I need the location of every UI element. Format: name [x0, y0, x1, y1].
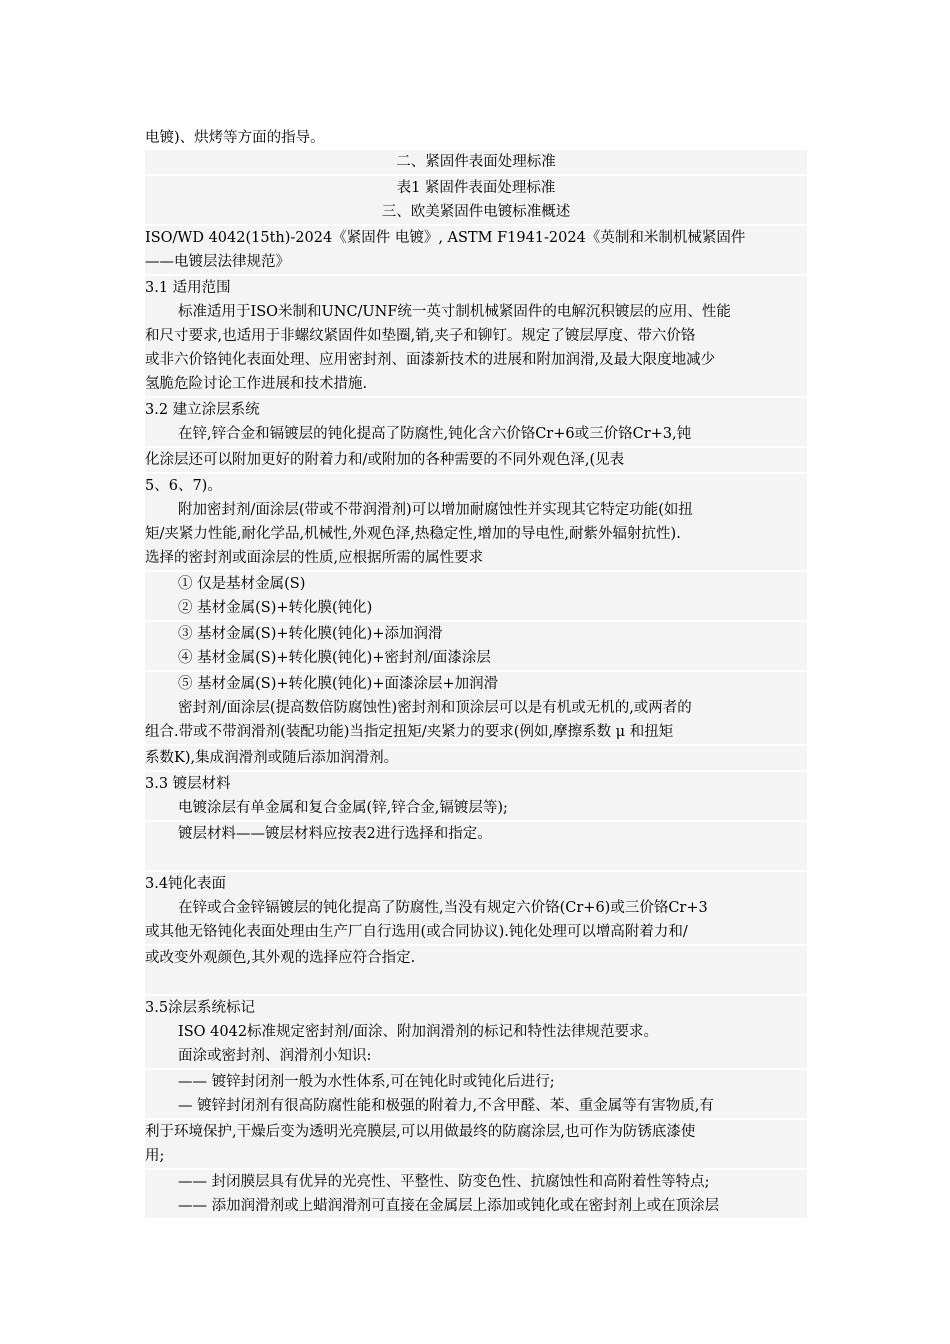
text-line: 在锌或合金锌镉镀层的钝化提高了防腐性,当没有规定六价铬(Cr+6)或三价铬Cr+3 — [145, 896, 807, 920]
text-line: 3.2 建立涂层系统 — [145, 398, 807, 422]
text-line: ① 仅是基材金属(S) — [145, 572, 807, 596]
text-line: ② 基材金属(S)+转化膜(钝化) — [145, 596, 807, 620]
text-line: ISO/WD 4042(15th)-2024《紧固件 电镀》, ASTM F1941-2024《英制和米制机械紧固件 — [145, 226, 807, 250]
text-line: ③ 基材金属(S)+转化膜(钝化)+添加润滑 — [145, 622, 807, 646]
text-line: 3.4钝化表面 — [145, 872, 807, 896]
text-line: 3.1 适用范围 — [145, 276, 807, 300]
text-line: 电镀)、烘烤等方面的指导。 — [145, 126, 807, 150]
text-line: ISO 4042标准规定密封剂/面涂、附加润滑剂的标记和特性法律规范要求。 — [145, 1020, 807, 1044]
text-line: 密封剂/面涂层(提高数倍防腐蚀性)密封剂和顶涂层可以是有机或无机的,或两者的 — [145, 696, 807, 720]
text-line — [145, 970, 807, 994]
text-line: 化涂层还可以附加更好的附着力和/或附加的各种需要的不同外观色泽,(见表 — [145, 448, 807, 472]
text-line: — 镀锌封闭剂有很高防腐性能和极强的附着力,不含甲醛、苯、重金属等有害物质,有 — [145, 1094, 807, 1118]
text-line: ④ 基材金属(S)+转化膜(钝化)+密封剂/面漆涂层 — [145, 646, 807, 670]
text-line: 面涂或密封剂、润滑剂小知识: — [145, 1044, 807, 1068]
text-line: 和尺寸要求,也适用于非螺纹紧固件如垫圈,销,夹子和铆钉。规定了镀层厚度、带六价铬 — [145, 324, 807, 348]
text-line: ⑤ 基材金属(S)+转化膜(钝化)+面漆涂层+加润滑 — [145, 672, 807, 696]
text-line: —— 添加润滑剂或上蜡润滑剂可直接在金属层上添加或钝化或在密封剂上或在顶涂层 — [145, 1194, 807, 1218]
text-line: —— 封闭膜层具有优异的光亮性、平整性、防变色性、抗腐蚀性和高附着性等特点; — [145, 1170, 807, 1194]
text-line: 三、欧美紧固件电镀标准概述 — [145, 200, 807, 224]
text-line: 或其他无铬钝化表面处理由生产厂自行选用(或合同协议).钝化处理可以增高附着力和/ — [145, 920, 807, 944]
text-line: 表1 紧固件表面处理标准 — [145, 176, 807, 200]
text-line: 选择的密封剂或面涂层的性质,应根据所需的属性要求 — [145, 546, 807, 570]
text-line: 在锌,锌合金和镉镀层的钝化提高了防腐性,钝化含六价铬Cr+6或三价铬Cr+3,钝 — [145, 422, 807, 446]
text-line: 矩/夹紧力性能,耐化学品,机械性,外观色泽,热稳定性,增加的导电性,耐紫外辐射抗性). — [145, 522, 807, 546]
text-line: 或改变外观颜色,其外观的选择应符合指定. — [145, 946, 807, 970]
text-line: 镀层材料——镀层材料应按表2进行选择和指定。 — [145, 822, 807, 846]
text-line: 3.5涂层系统标记 — [145, 996, 807, 1020]
text-line: 电镀涂层有单金属和复合金属(锌,锌合金,镉镀层等); — [145, 796, 807, 820]
text-line: 附加密封剂/面涂层(带或不带润滑剂)可以增加耐腐蚀性并实现其它特定功能(如扭 — [145, 498, 807, 522]
text-line: 系数K),集成润滑剂或随后添加润滑剂。 — [145, 746, 807, 770]
text-line: 或非六价铬钝化表面处理、应用密封剂、面漆新技术的进展和附加润滑,及最大限度地减少 — [145, 348, 807, 372]
text-line: 氢脆危险讨论工作进展和技术措施. — [145, 372, 807, 396]
text-line: 利于环境保护,干燥后变为透明光亮膜层,可以用做最终的防腐涂层,也可作为防锈底漆使 — [145, 1120, 807, 1144]
text-line: 5、6、7)。 — [145, 474, 807, 498]
text-line: 二、紧固件表面处理标准 — [145, 150, 807, 174]
text-line: 用; — [145, 1144, 807, 1168]
text-line: ——电镀层法律规范》 — [145, 250, 807, 274]
text-line: —— 镀锌封闭剂一般为水性体系,可在钝化时或钝化后进行; — [145, 1070, 807, 1094]
text-line: 标准适用于ISO米制和UNC/UNF统一英寸制机械紧固件的电解沉积镀层的应用、性能 — [145, 300, 807, 324]
text-line — [145, 846, 807, 870]
text-line: 组合.带或不带润滑剂(装配功能)当指定扭矩/夹紧力的要求(例如,摩擦系数 μ 和扭矩 — [145, 720, 807, 744]
text-line: 3.3 镀层材料 — [145, 772, 807, 796]
